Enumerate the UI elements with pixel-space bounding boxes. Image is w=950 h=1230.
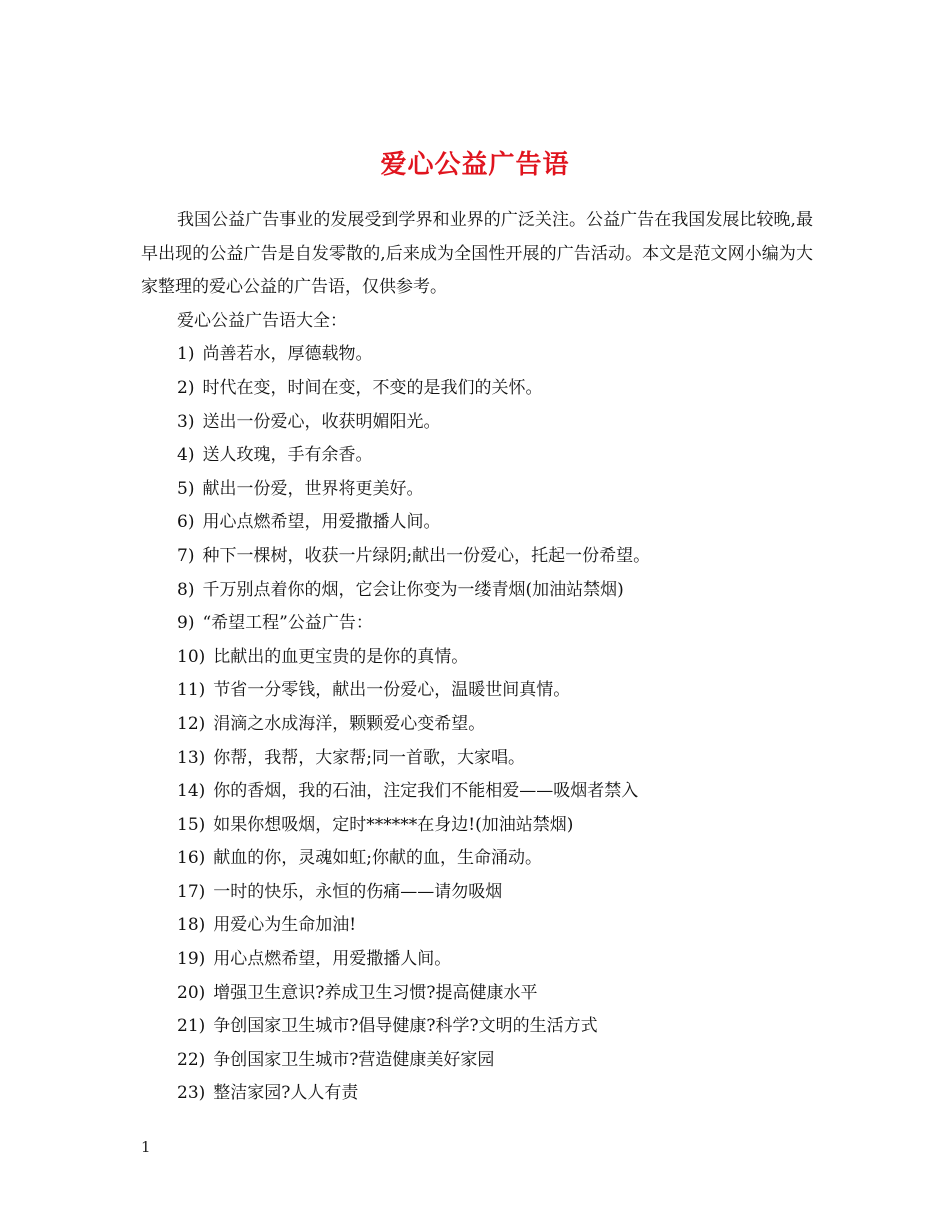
list-item-number: 17) (177, 881, 206, 902)
list-item-number: 23) (177, 1083, 206, 1104)
list-item (141, 1010, 813, 1044)
list-item (141, 775, 813, 809)
list-item (141, 372, 813, 406)
list-item-text: 时代在变，时间在变，不变的是我们的关怀。 (202, 377, 543, 398)
list-item (141, 338, 813, 372)
list-item (141, 574, 813, 608)
list-item-text: 用心点燃希望，用爱撒播人间。 (213, 949, 452, 970)
list-item (141, 1044, 813, 1078)
list-item-number: 16) (177, 848, 206, 869)
list-item (141, 439, 813, 473)
slogan-list (141, 338, 813, 1111)
list-item (141, 909, 813, 943)
list-item-number: 3) (177, 411, 195, 432)
document-title: 爱心公益广告语 (380, 150, 570, 181)
list-item-number: 20) (177, 982, 206, 1003)
list-item-text: 尚善若水，厚德载物。 (202, 344, 373, 365)
list-item-text: 争创国家卫生城市?营造健康美好家园 (213, 1049, 495, 1070)
list-item-text: 一时的快乐，永恒的伤痛——请勿吸烟 (213, 881, 503, 902)
list-item-number: 14) (177, 781, 206, 802)
list-item-number: 9) (177, 613, 195, 634)
list-item-text: 千万别点着你的烟，它会让你变为一缕青烟(加油站禁烟) (202, 579, 624, 600)
list-item (141, 607, 813, 641)
list-item-number: 7) (177, 545, 195, 566)
intro-paragraph: 我国公益广告事业的发展受到学界和业界的广泛关注。公益广告在我国发展比较晚,最早出现的公益广告是自发零散的,后来成为全国性开展的广告活动。本文是范文网小编为大家整理的爱心公益的广告语，仅供参考。 (141, 210, 813, 298)
list-item-text: 争创国家卫生城市?倡导健康?科学?文明的生活方式 (213, 1016, 598, 1037)
list-item-text: 涓滴之水成海洋，颗颗爱心变希望。 (213, 713, 486, 734)
list-item-number: 22) (177, 1049, 206, 1070)
list-item-text: 献血的你，灵魂如虹;你献的血，生命涌动。 (213, 848, 542, 869)
list-item (141, 406, 813, 440)
list-item-number: 13) (177, 747, 206, 768)
list-item (141, 876, 813, 910)
list-item (141, 540, 813, 574)
list-item-number: 8) (177, 579, 195, 600)
list-item (141, 977, 813, 1011)
list-item-number: 12) (177, 713, 206, 734)
list-item-number: 5) (177, 478, 195, 499)
list-item-text: 你的香烟，我的石油，注定我们不能相爱——吸烟者禁入 (213, 781, 639, 802)
list-item-text: 如果你想吸烟，定时******在身边!(加油站禁烟) (213, 814, 574, 835)
list-item (141, 842, 813, 876)
list-item-number: 1) (177, 344, 195, 365)
list-item (141, 674, 813, 708)
list-item (141, 708, 813, 742)
page-number: 1 (141, 1138, 151, 1156)
list-item (141, 473, 813, 507)
list-item-number: 15) (177, 814, 206, 835)
list-item-number: 6) (177, 512, 195, 533)
list-item-number: 21) (177, 1016, 206, 1037)
list-item-number: 10) (177, 646, 206, 667)
list-item-text: 节省一分零钱，献出一份爱心，温暖世间真情。 (213, 680, 571, 701)
list-item-text: 送出一份爱心，收获明媚阳光。 (202, 411, 441, 432)
list-item-text: 比献出的血更宝贵的是你的真情。 (213, 646, 469, 667)
list-item-number: 18) (177, 915, 206, 936)
list-item-text: 送人玫瑰，手有余香。 (202, 445, 373, 466)
list-item-text: 用心点燃希望，用爱撒播人间。 (202, 512, 441, 533)
list-item-text: 增强卫生意识?养成卫生习惯?提高健康水平 (213, 982, 538, 1003)
list-item-number: 2) (177, 377, 195, 398)
list-item-text: 整洁家园?人人有责 (213, 1083, 359, 1104)
list-item-number: 19) (177, 949, 206, 970)
list-item-text: “希望工程”公益广告： (202, 613, 373, 634)
list-item (141, 742, 813, 776)
list-heading: 爱心公益广告语大全： (177, 310, 347, 331)
list-item-text: 你帮，我帮，大家帮;同一首歌，大家唱。 (213, 747, 525, 768)
list-item (141, 641, 813, 675)
list-item-text: 种下一棵树，收获一片绿阴;献出一份爱心，托起一份希望。 (202, 545, 651, 566)
list-item (141, 809, 813, 843)
list-item (141, 943, 813, 977)
document-body (141, 204, 813, 1111)
list-item-text: 献出一份爱，世界将更美好。 (202, 478, 424, 499)
list-item-text: 用爱心为生命加油! (213, 915, 357, 936)
list-item-number: 4) (177, 445, 195, 466)
list-item (141, 1077, 813, 1111)
list-item (141, 506, 813, 540)
list-item-number: 11) (177, 680, 206, 701)
